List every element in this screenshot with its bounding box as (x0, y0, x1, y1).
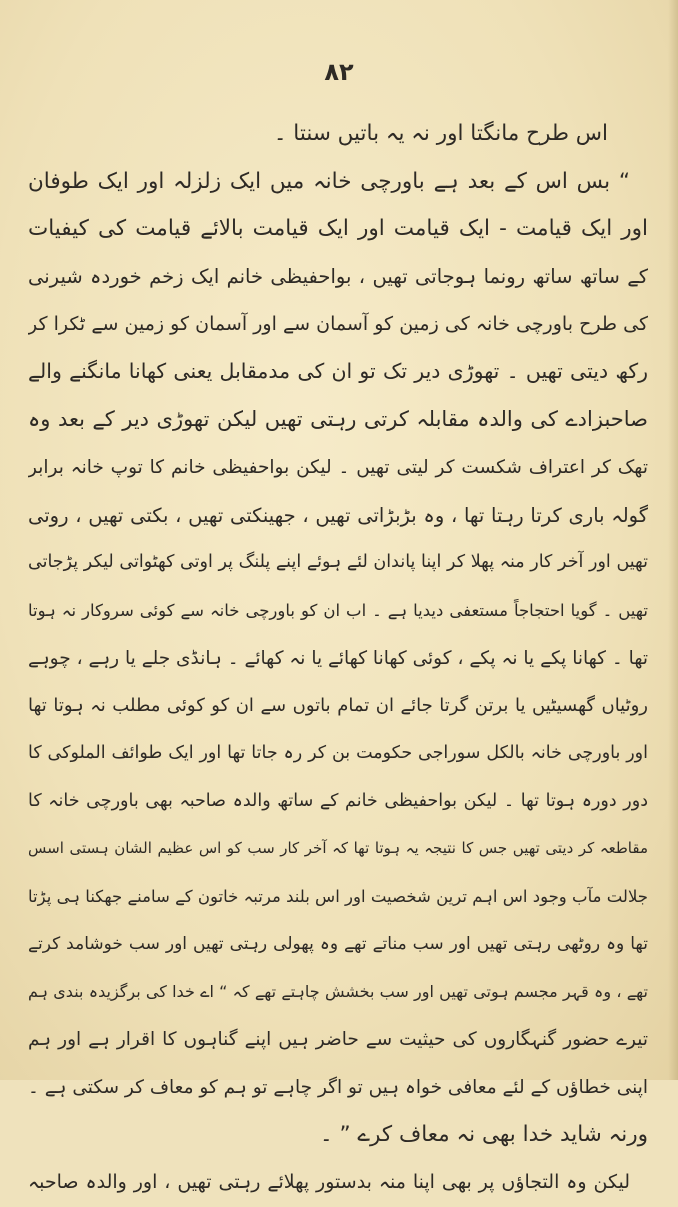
text-line: تھیں ۔ گویا احتجاجاً مستعفی دیدیا ہے ۔ اب ان کو باورچی خانہ سے کوئی سروکار نہ ہوتا (28, 600, 648, 620)
text-line: “ بس اس کے بعد ہے باورچی خانہ میں ایک زلزلہ اور ایک طوفان (28, 168, 630, 194)
text-line: دور دورہ ہوتا تھا ۔ لیکن بواحفیظی خانم کے ساتھ والدہ صاحبہ بھی باورچی خانہ کا (28, 790, 648, 811)
text-line: صاحبزادے کی والدہ مقابلہ کرتی رہتی تھیں لیکن تھوڑی دیر کے بعد وہ (28, 407, 648, 432)
text-line: ورنہ شاید خدا بھی نہ معاف کرے ” ۔ (320, 1122, 648, 1148)
text-line: کے ساتھ ساتھ رونما ہوجاتی تھیں ، بواحفیظی خانم ایک زخم خوردہ شیرنی (28, 265, 648, 289)
text-line: اور باورچی خانہ بالکل سوراجی حکومت بن کر رہ جاتا تھا اور ایک طوائف الملوکی کا (28, 742, 648, 763)
text-line: مقاطعہ کر دیتی تھیں جس کا نتیجہ یہ ہوتا تھا کہ آخر کار سب کو اس عظیم الشان ہستی اسس (28, 839, 648, 858)
text-line: تھک کر اعتراف شکست کر لیتی تھیں ۔ لیکن بواحفیظی خانم کا توپ خانہ برابر (28, 456, 648, 478)
text-line: تھا ۔ کھانا پکے یا نہ پکے ، کوئی کھانا کھائے یا نہ کھائے ۔ ہانڈی جلے یا رہے ، چوہے (28, 647, 648, 669)
text-line: تیرے حضور گنہگاروں کی حیثیت سے حاضر ہیں اپنے گناہوں کا اقرار ہے اور ہم (28, 1029, 648, 1051)
page-number: ۸۲ (324, 58, 354, 86)
text-line: لیکن وہ التجاؤں پر بھی اپنا منہ بدستور پھلائے رہتی تھیں ، اور والدہ صاحبہ (28, 1171, 630, 1194)
text-line: کی طرح باورچی خانہ کی زمین کو آسمان سے اور آسمان کو زمین سے ٹکرا کر (28, 312, 648, 335)
text-line: اپنی خطاؤں کے لئے معافی خواہ ہیں تو اگر چاہے تو ہم کو معاف کر سکتی ہے ۔ (28, 1076, 648, 1098)
text-line: گولہ باری کرتا رہتا تھا ، وہ بڑبڑاتی تھیں ، جھینکتی تھیں ، بکتی تھیں ، روتی (28, 503, 648, 527)
text-line: اور ایک قیامت - ایک قیامت اور ایک قیامت بالائے قیامت کی کیفیات (28, 216, 648, 242)
text-line: جلالت مآب وجود اس اہم ترین شخصیت اور اس بلند مرتبہ خاتون کے سامنے جھکنا ہی پڑتا (28, 887, 648, 906)
text-line: روٹیاں گھسیٹیں یا برتن گرتا جائے ان تمام باتوں سے ان کو کوئی مطلب نہ ہوتا تھا (28, 695, 648, 717)
text-line: تھا وہ روٹھی رہتی تھیں اور سب مناتے تھے وہ پھولی رہتی تھیں اور سب خوشامد کرتے (28, 933, 648, 954)
body-text (28, 110, 648, 1207)
text-line: تھیں اور آخر کار منہ پھلا کر اپنا پاندان لئے ہوئے اپنے پلنگ پر اوتی کھٹواتی لیکر پڑجاتی (28, 552, 648, 573)
text-line: اس طرح مانگتا اور نہ یہ باتیں سنتا ۔ (273, 121, 608, 146)
text-line: رکھ دیتی تھیں ۔ تھوڑی دیر تک تو ان کی مدمقابل یعنی کھانا مانگنے والے (28, 359, 648, 384)
text-line: تھے ، وہ قہر مجسم ہوتی تھیں اور سب بخشش چاہتے تھے کہ “ اے خدا کی برگزیدہ بندی ہم (28, 982, 648, 1002)
